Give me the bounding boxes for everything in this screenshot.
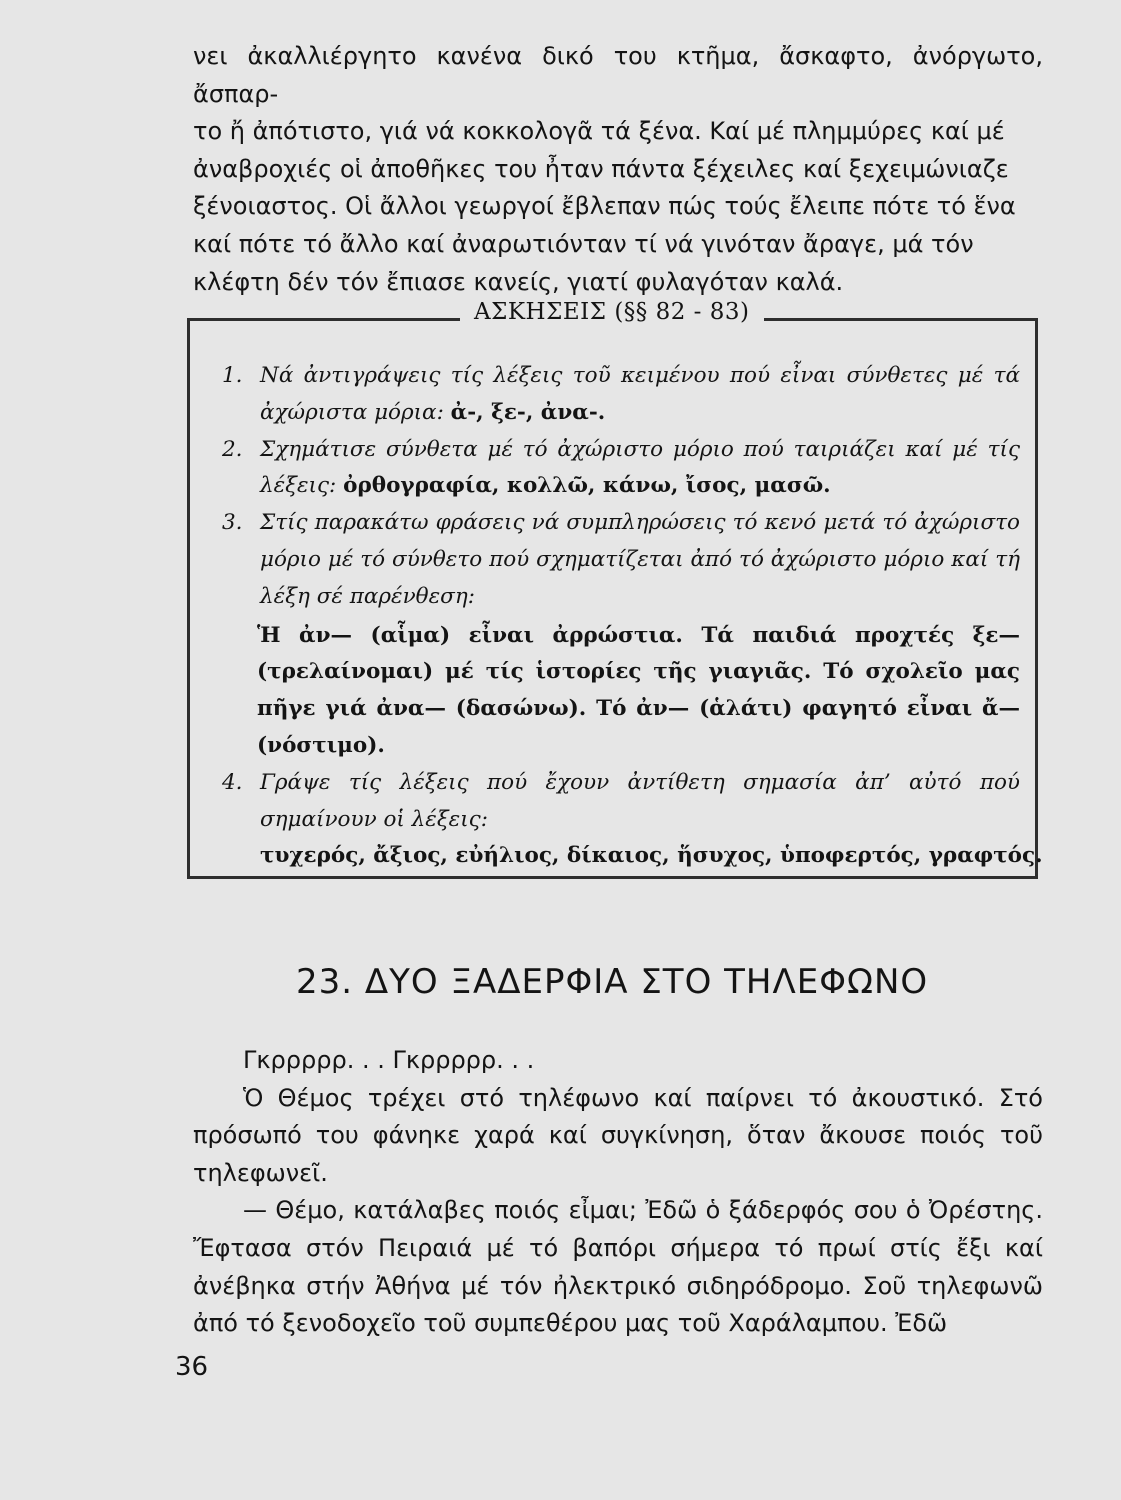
exercise-words: ὀρθογραφία, κολλῶ, κάνω, ἴσος, μασῶ. — [343, 473, 831, 499]
story-paragraph: — Θέμο, κατάλαβες ποιός εἶμαι; Ἐδῶ ὁ ξάδερφός σου ὁ Ὀρέστης. Ἔφτασα στόν Πειραιά μέ τό βαπόρι σήμερα τό πρωί στίς ἔξι καί ἀνέβηκα στήν Ἀθήνα μέ τόν ἠλεκτρικό σιδηρόδρομο. Σοῦ τηλεφωνῶ ἀπό τό ξενοδοχεῖο τοῦ συμπεθέρου μας τοῦ Χαράλαμπου. Ἐδῶ — [193, 1196, 1043, 1338]
exercise-words: ἀ-, ξε-, ἀνα-. — [450, 399, 606, 425]
exercise-item-3 — [222, 505, 1020, 615]
intro-line: ξένοιαστος. Οἱ ἄλλοι γεωργοί ἔβλεπαν πώς τούς ἔλειπε πότε τό ἕνα — [193, 192, 1016, 221]
story-text — [193, 1042, 1043, 1343]
section-title: 23. ΔΥΟ ΞΑΔΕΡΦΙΑ ΣΤΟ ΤΗΛΕΦΩΝΟ — [296, 962, 929, 1002]
story-paragraph: Ὁ Θέμος τρέχει στό τηλέφωνο καί παίρνει τό ἀκουστικό. Στό πρόσωπό του φάνηκε χαρά καί συγκίνηση, ὅταν ἄκουσε ποιός τοῦ τηλεφωνεῖ. — [193, 1083, 1043, 1187]
exercise-number: 1. — [222, 363, 243, 388]
story-paragraph: Γκρρρρρ. . . Γκρρρρρ. . . — [243, 1046, 535, 1074]
exercise-instruction: Γράψε τίς λέξεις πού ἔχουν ἀντίθετη σημασία ἀπ’ αὐτό πού σημαίνουν οἱ λέξεις: — [260, 769, 1020, 832]
exercise-instruction: Στίς παρακάτω φράσεις νά συμπληρώσεις τό κενό μετά τό ἀχώριστο μόριο μέ τό σύνθετο πού σχηματίζεται ἀπό τό ἀχώριστο μόριο καί τή λέξη σέ παρένθεση: — [260, 510, 1020, 609]
exercise-instruction — [260, 358, 1020, 432]
exercise-number: 3. — [222, 510, 243, 536]
intro-line: κλέφτη δέν τόν ἔπιασε κανείς, γιατί φυλαγόταν καλά. — [193, 267, 844, 296]
exercise-number: 4. — [222, 769, 243, 795]
instruction-text: Νά ἀντιγράψεις τίς λέξεις τοῦ κειμένου πού εἶναι σύνθετες μέ τά ἀχώριστα μόρια: — [260, 363, 1020, 425]
page-number: 36 — [175, 1352, 209, 1382]
exercise-list — [222, 358, 1043, 875]
intro-line: καί πότε τό ἄλλο καί ἀναρωτιόνταν τί νά γινόταν ἄραγε, μά τόν — [193, 229, 974, 258]
exercise-item-4 — [222, 765, 1043, 875]
exercise-number: 2. — [222, 436, 243, 462]
exercise-item-2 — [222, 432, 1020, 506]
exercise-fill-paragraph: Ἡ ἀν— (αἷμα) εἶναι ἀρρώστια. Τά παιδιά προχτές ξε— (τρελαίνομαι) μέ τίς ἱστορίες τῆς γιαγιᾶς. Τό σχολεῖο μας πῆγε γιά ἀνα— (δασώνω). Τό ἀν— (ἁλάτι) φαγητό εἶναι ἄ—(νόστιμο). — [257, 622, 1020, 758]
exercise-item-1 — [222, 358, 1020, 432]
intro-text — [193, 38, 1043, 301]
exercises-title: ΑΣΚΗΣΕΙΣ (§§ 82 - 83) — [460, 296, 764, 328]
exercise-words: τυχερός, ἄξιος, εὐήλιος, δίκαιος, ἥσυχος, ὑποφερτός, γραφτός. — [260, 843, 1043, 869]
intro-line: νει ἀκαλλιέργητο κανένα δικό του κτῆμα, ἄσκαφτο, ἀνόργωτο, ἄσπαρ- — [193, 42, 1043, 108]
exercise-instruction — [260, 432, 1020, 506]
instruction-text: Σχημάτισε σύνθετα μέ τό ἀχώριστο μόριο πού ταιριάζει καί μέ τίς λέξεις: — [260, 436, 1020, 499]
intro-line: το ἤ ἀπότιστο, γιά νά κοκκολογᾶ τά ξένα. Καί μέ πλημμύρες καί μέ — [193, 117, 1005, 146]
intro-line: ἀναβροχιές οἱ ἀποθῆκες του ἦταν πάντα ξέχειλες καί ξεχειμώνιαζε — [193, 154, 1009, 183]
